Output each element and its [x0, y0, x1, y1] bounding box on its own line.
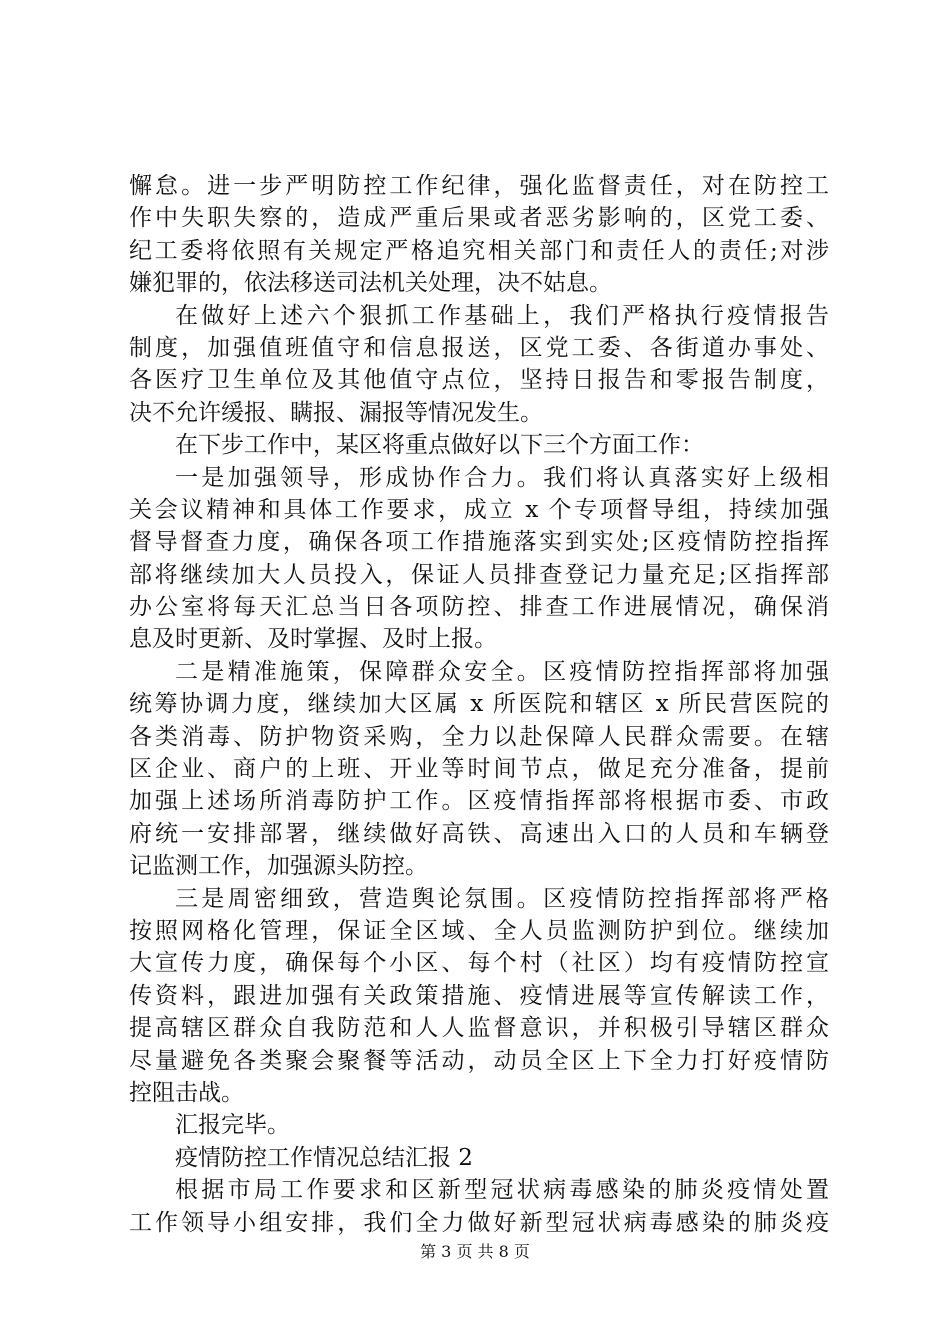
paragraph-start-line: 根据市局工作要求和区新型冠状病毒感染的肺炎疫情处置: [175, 1177, 829, 1204]
text-line: 各类消毒、防护物资采购，全力以赴保障人民群众需要。在辖: [129, 723, 829, 750]
page-number-footer: 第 3 页 共 8 页: [420, 1242, 530, 1261]
text-line: 府统一安排部署，继续做好高铁、高速出入口的人员和车辆登: [129, 820, 829, 847]
text-line: 办公室将每天汇总当日各项防控、排查工作进展情况，确保消: [129, 594, 829, 621]
paragraph-start-line: 三是周密细致，营造舆论氛围。区疫情防控指挥部将严格: [175, 885, 829, 912]
text-line: 关会议精神和具体工作要求，成立 x 个专项督导组，持续加强: [129, 496, 829, 523]
text-line: 工作领导小组安排，我们全力做好新型冠状病毒感染的肺炎疫: [129, 1209, 829, 1236]
text-line: 大宣传力度，确保每个小区、每个村（社区）均有疫情防控宣: [129, 950, 829, 977]
text-line: 传资料，跟进加强有关政策措施、疫情进展等宣传解读工作，: [129, 982, 829, 1009]
text-line: 统筹协调力度，继续加大区属 x 所医院和辖区 x 所民营医院的: [129, 691, 829, 718]
text-line: 控阻击战。: [129, 1079, 244, 1106]
text-line: 部将继续加大人员投入，保证人员排查登记力量充足;区指挥部: [129, 561, 829, 588]
text-line: 尽量避免各类聚会聚餐等活动，动员全区上下全力打好疫情防: [129, 1047, 829, 1074]
text-line: 懈怠。进一步严明防控工作纪律，强化监督责任，对在防控工: [129, 173, 829, 199]
text-line: 加强上述场所消毒防护工作。区疫情指挥部将根据市委、市政: [129, 788, 829, 815]
text-line: 提高辖区群众自我防范和人人监督意识，并积极引导辖区群众: [129, 1015, 829, 1042]
text-line: 嫌犯罪的，依法移送司法机关处理，决不姑息。: [129, 270, 612, 297]
text-line: 督导督查力度，确保各项工作措施落实到实处;区疫情防控指挥: [129, 529, 829, 556]
paragraph-start-line: 二是精准施策，保障群众安全。区疫情防控指挥部将加强: [175, 658, 829, 685]
text-line: 作中失职失察的，造成严重后果或者恶劣影响的，区党工委、: [129, 205, 829, 232]
closing-line: 汇报完毕。: [175, 1112, 290, 1139]
text-line: 决不允许缓报、瞒报、漏报等情况发生。: [129, 399, 543, 426]
text-line: 记监测工作，加强源头防控。: [129, 853, 428, 880]
text-line: 各医疗卫生单位及其他值守点位，坚持日报告和零报告制度，: [129, 367, 829, 394]
text-line: 纪工委将依照有关规定严格追究相关部门和责任人的责任;对涉: [129, 237, 829, 264]
document-body: [129, 170, 829, 1239]
paragraph-start-line: 一是加强领导，形成协作合力。我们将认真落实好上级相: [175, 464, 829, 491]
paragraph-start-line: 在做好上述六个狠抓工作基础上，我们严格执行疫情报告: [175, 302, 829, 329]
text-line: 区企业、商户的上班、开业等时间节点，做足充分准备，提前: [129, 756, 829, 783]
section-heading: 疫情防控工作情况总结汇报 2: [175, 1144, 473, 1171]
text-line: 息及时更新、及时掌握、及时上报。: [129, 626, 497, 653]
text-line: 按照网格化管理，保证全区域、全人员监测防护到位。继续加: [129, 917, 829, 944]
text-line: 制度，加强值班值守和信息报送，区党工委、各街道办事处、: [129, 334, 829, 361]
paragraph-start-line: 在下步工作中，某区将重点做好以下三个方面工作：: [175, 432, 704, 459]
